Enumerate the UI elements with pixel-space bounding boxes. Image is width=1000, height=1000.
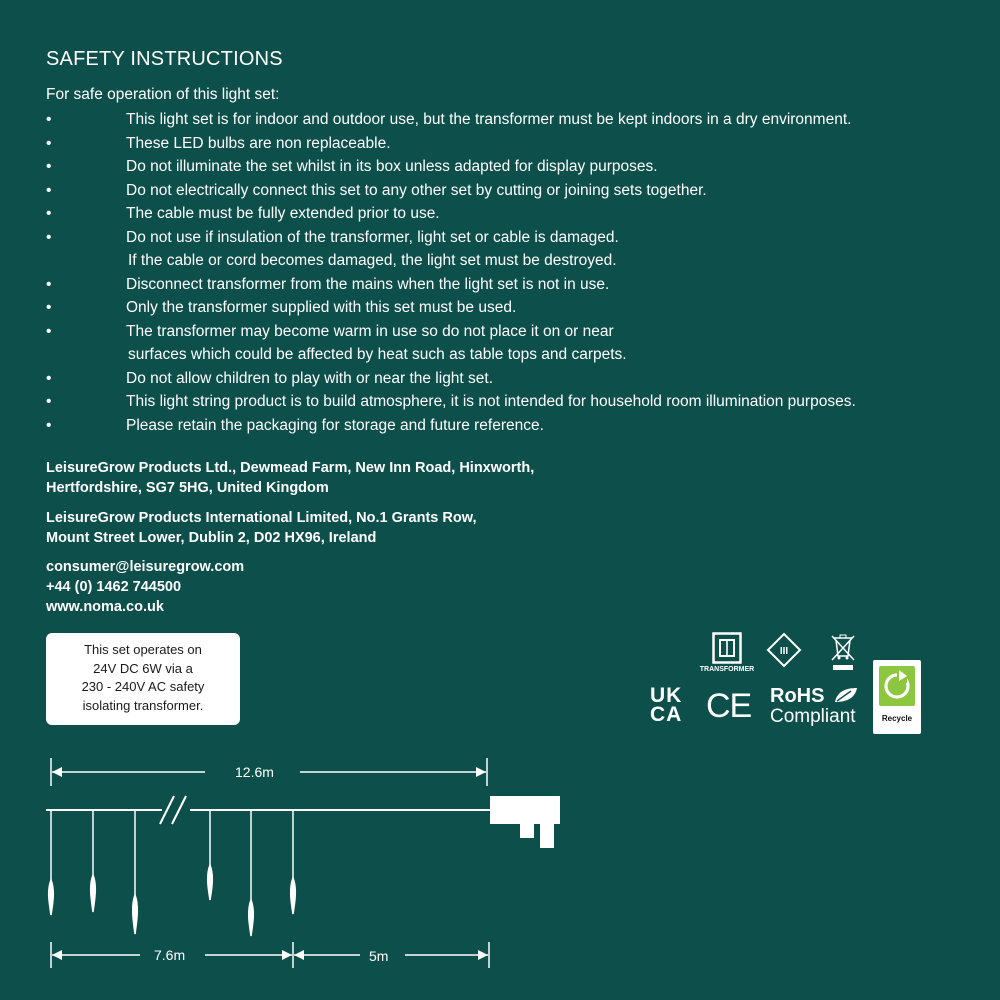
bullet-marker: •: [46, 369, 52, 387]
lit-length-label: 7.6m: [154, 947, 186, 963]
ie-address-line: LeisureGrow Products International Limited, No.1 Grants Row,: [46, 510, 477, 526]
transformer-caption: TRANSFORMER: [699, 666, 755, 673]
ukca-top: UK: [650, 684, 683, 707]
intro-text: For safe operation of this light set:: [46, 86, 280, 103]
instruction-text: If the cable or cord becomes damaged, the light set must be destroyed.: [128, 252, 617, 269]
bullet-marker: •: [46, 111, 52, 128]
instruction-text: Do not illuminate the set whilst in its box unless adapted for display purposes.: [126, 158, 658, 175]
instruction-item: [46, 179, 976, 203]
safety-transformer-icon: [712, 632, 742, 664]
recycle-label: Recycle: [881, 714, 913, 723]
contact-phone: +44 (0) 1462 744500: [46, 579, 182, 595]
safety-instructions-list: [46, 108, 976, 437]
ie-address: [46, 508, 646, 548]
bullet-marker: •: [46, 393, 52, 410]
bullet-marker: •: [46, 228, 52, 246]
weee-bin-icon: [828, 632, 858, 672]
spec-line: This set operates on: [84, 642, 202, 657]
instruction-text: Only the transformer supplied with this set must be used.: [126, 299, 517, 316]
instruction-text: Disconnect transformer from the mains when the light set is not in use.: [126, 275, 610, 293]
bullet-marker: •: [46, 299, 52, 316]
instruction-item: [46, 296, 976, 320]
bullet-marker: •: [46, 181, 52, 199]
spec-line: 24V DC 6W via a: [93, 660, 193, 676]
ukca-bottom: CA: [650, 703, 683, 726]
recycle-badge: [873, 660, 921, 734]
bullet-marker: •: [46, 416, 52, 434]
page-title: SAFETY INSTRUCTIONS: [46, 48, 283, 70]
uk-address-line: Hertfordshire, SG7 5HG, United Kingdom: [46, 480, 329, 496]
instruction-item: [46, 414, 976, 438]
recycle-icon: [873, 660, 921, 714]
instruction-text: surfaces which could be affected by heat such as table tops and carpets.: [128, 346, 627, 363]
total-length-label: 12.6m: [235, 764, 274, 780]
bullet-marker: •: [46, 322, 52, 340]
uk-address-line: LeisureGrow Products Ltd., Dewmead Farm, New Inn Road, Hinxworth,: [46, 460, 535, 476]
bullet-marker: •: [46, 134, 52, 152]
class-iii-icon: [766, 632, 802, 668]
light-set-diagram: [0, 750, 1000, 1000]
contact-website: www.noma.co.uk: [46, 599, 164, 615]
instruction-item: [46, 108, 976, 132]
leaf-icon: [833, 686, 859, 704]
ce-mark: CE: [706, 687, 752, 725]
instruction-text: Please retain the packaging for storage and future reference.: [126, 416, 544, 434]
instruction-item: [46, 367, 976, 391]
lead-length-label: 5m: [369, 948, 389, 964]
instruction-text: Do not use if insulation of the transformer, light set or cable is damaged.: [126, 228, 619, 246]
instruction-item: [46, 390, 976, 414]
contact-block: [46, 557, 646, 617]
spec-line: 230 - 240V AC safety: [81, 679, 205, 694]
spec-box: [46, 633, 240, 725]
instruction-text: Do not electrically connect this set to any other set by cutting or joining sets together.: [126, 181, 707, 199]
instruction-text: The cable must be fully extended prior to use.: [126, 205, 440, 222]
instruction-text: Do not allow children to play with or near the light set.: [126, 369, 494, 387]
instruction-item: [46, 202, 976, 226]
instruction-item: [46, 273, 976, 297]
class-iii-symbol: III: [779, 646, 789, 657]
instruction-item: [46, 320, 976, 367]
bullet-marker: •: [46, 275, 52, 293]
bullet-marker: •: [46, 205, 52, 222]
contact-email: consumer@leisuregrow.com: [46, 559, 245, 575]
instruction-text: This light string product is to build atmosphere, it is not intended for household room illumination purposes.: [126, 393, 856, 410]
rohs-name: RoHS: [770, 685, 825, 707]
instruction-text: This light set is for indoor and outdoor use, but the transformer must be kept indoors in a dry environment.: [126, 111, 852, 128]
bullet-marker: •: [46, 158, 52, 175]
ie-address-line: Mount Street Lower, Dublin 2, D02 HX96, Ireland: [46, 530, 377, 546]
rohs-subtitle: Compliant: [770, 706, 856, 727]
instruction-item: [46, 226, 976, 273]
instruction-item: [46, 155, 976, 179]
instruction-text: These LED bulbs are non replaceable.: [126, 134, 391, 152]
spec-line: isolating transformer.: [82, 697, 204, 713]
instruction-item: [46, 132, 976, 156]
uk-address: [46, 458, 646, 498]
instruction-text: The transformer may become warm in use so do not place it on or near: [126, 322, 614, 340]
ukca-mark: [650, 686, 682, 724]
